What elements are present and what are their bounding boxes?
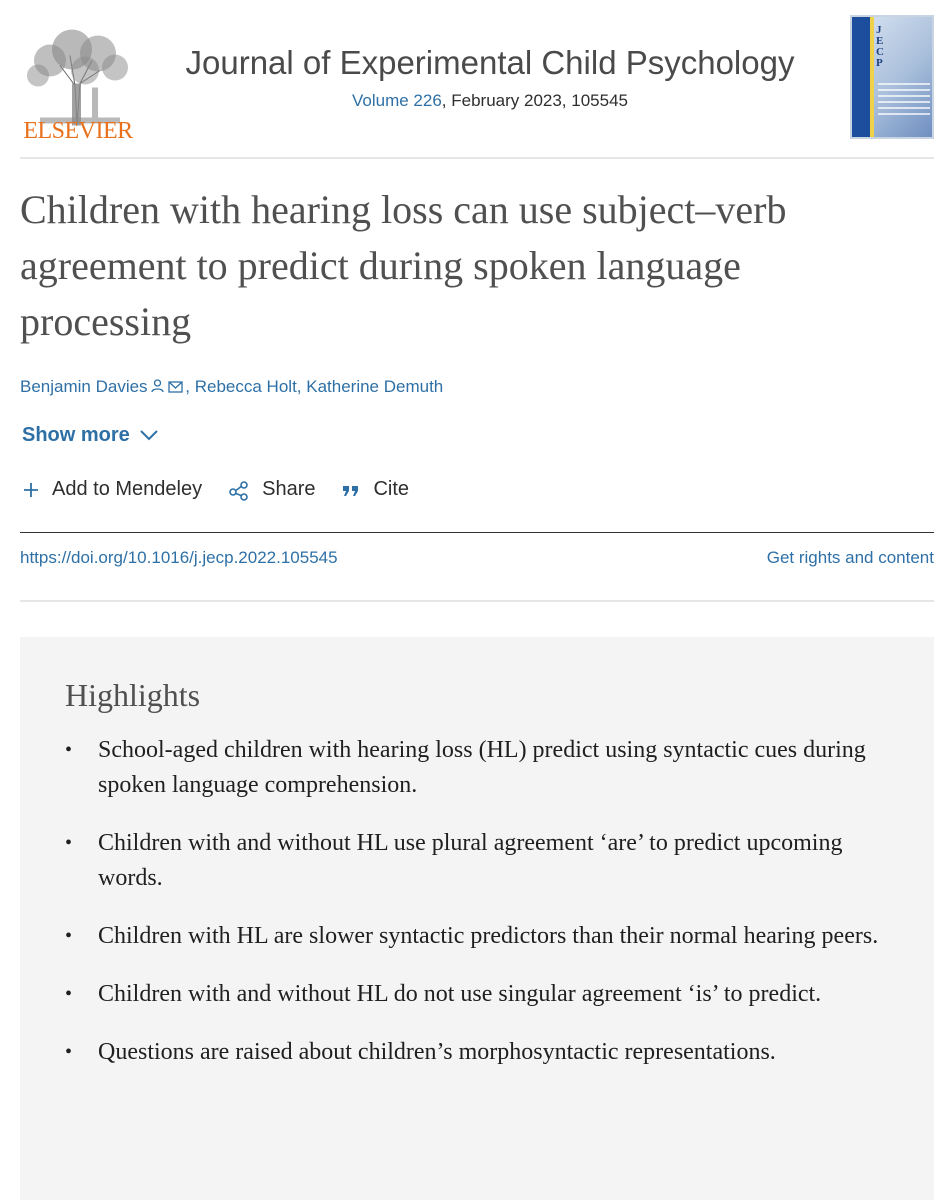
author-link[interactable]: Benjamin Davies [20, 377, 148, 396]
chevron-down-icon [140, 430, 158, 441]
highlight-text: School-aged children with hearing loss (HL) predict using syntactic cues during spoken language comprehension. [98, 737, 866, 798]
volume-link[interactable]: Volume 226 [352, 91, 442, 110]
add-to-mendeley-button[interactable] [22, 478, 202, 501]
journal-cover[interactable] [850, 15, 934, 139]
author-icons [151, 378, 184, 398]
cite-button[interactable] [341, 478, 409, 501]
highlight-item [65, 826, 895, 896]
coauthors[interactable]: , Rebecca Holt, Katherine Demuth [185, 377, 444, 396]
share-icon [228, 479, 250, 501]
highlight-text: Children with HL are slower syntactic predictors than their normal hearing peers. [98, 923, 879, 949]
issue-details: , February 2023, 105545 [441, 91, 628, 110]
plus-icon [22, 481, 40, 499]
publisher-name: ELSEVIER [23, 118, 133, 144]
highlights-list [65, 733, 895, 1093]
highlight-item [65, 977, 895, 1012]
bullet: • [65, 832, 73, 854]
cover-lettering: J E C P [876, 24, 884, 69]
cover-band [852, 17, 870, 139]
cover-lines [878, 83, 930, 119]
quote-icon [341, 482, 361, 498]
author-list [20, 377, 443, 398]
share-button[interactable] [228, 478, 315, 501]
cite-label: Cite [373, 478, 410, 500]
highlight-item [65, 733, 895, 803]
highlight-item [65, 919, 895, 954]
highlights-title: Highlights [65, 677, 201, 713]
highlight-text: Children with and without HL use plural agreement ‘are’ to predict upcoming words. [98, 830, 843, 891]
journal-issue-info [160, 91, 820, 111]
bullet: • [65, 983, 73, 1005]
doi-link[interactable]: https://doi.org/10.1016/j.jecp.2022.105545 [20, 548, 338, 567]
article-toolbar [22, 478, 435, 501]
divider [20, 600, 934, 602]
highlights-section [20, 637, 934, 1200]
show-more-button[interactable] [22, 424, 158, 447]
divider [20, 157, 934, 159]
article-title: Children with hearing loss can use subject–verb agreement to predict during spoken language processing [20, 187, 787, 344]
highlight-item [65, 1035, 895, 1070]
show-more-label: Show more [22, 424, 130, 446]
divider [20, 532, 934, 533]
rights-link[interactable]: Get rights and content [766, 548, 934, 567]
mendeley-label: Add to Mendeley [52, 478, 203, 500]
journal-title-link[interactable]: Journal of Experimental Child Psychology [185, 44, 795, 81]
journal-header [0, 0, 951, 155]
highlight-text: Questions are raised about children’s morphosyntactic representations. [98, 1039, 776, 1065]
bullet: • [65, 1041, 73, 1063]
cover-stripe [870, 17, 874, 139]
envelope-icon[interactable] [168, 381, 183, 393]
bullet: • [65, 739, 73, 761]
highlight-text: Children with and without HL do not use singular agreement ‘is’ to predict. [98, 981, 822, 1007]
bullet: • [65, 925, 73, 947]
person-icon[interactable] [151, 379, 164, 393]
share-label: Share [262, 478, 316, 500]
